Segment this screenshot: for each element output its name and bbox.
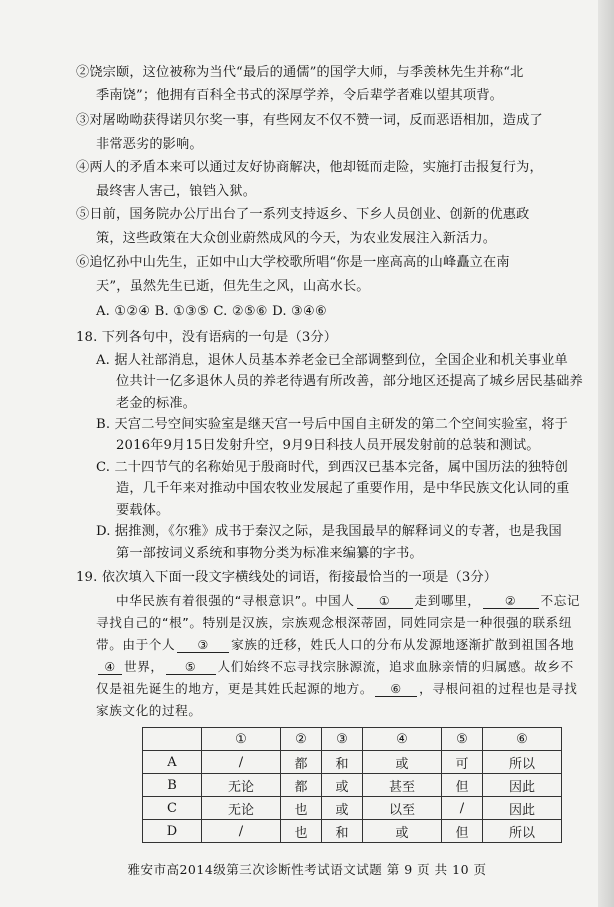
blank-5: ⑤ [166, 660, 216, 675]
item-4-line-2: 最终害人害己，锒铛入狱。 [96, 184, 257, 199]
item-3-line-1: ③对屠呦呦获得诺贝尔奖一事，有些网友不仅不赞一词，反而恶语相加，造成了 [76, 113, 543, 128]
q19-text: 带。由于个人 [96, 637, 176, 652]
table-cell: 但 [441, 774, 482, 797]
table-cell: 可 [441, 751, 482, 774]
table-cell: B [143, 774, 202, 797]
table-cell: A [143, 751, 202, 774]
q19-passage-line [116, 592, 580, 610]
q19-text: 中华民族有着很强的“寻根意识”。中国人 [116, 593, 355, 608]
q19-text: ，寻根问祖的过程也是寻找 [419, 681, 578, 696]
table-header-cell: ① [202, 728, 281, 751]
table-cell: 和 [321, 751, 362, 774]
scan-edge-shadow [598, 0, 614, 907]
q18-line: 老金的标准。 [116, 396, 197, 411]
q19-passage-line: 家族文化的过程。 [96, 703, 202, 718]
page-footer: 雅安市高2014级第三次诊断性考试语文试题 第 9 页 共 10 页 [127, 862, 487, 877]
table-cell: 但 [441, 820, 482, 843]
table-header-cell: ③ [321, 728, 362, 751]
table-row [143, 797, 562, 820]
table-cell: 都 [281, 774, 322, 797]
table-cell: 所以 [482, 751, 561, 774]
table-cell: 以至 [362, 797, 441, 820]
table-row [143, 751, 562, 774]
table-cell: / [441, 797, 482, 820]
table-cell: 或 [321, 797, 362, 820]
table-cell: 或 [362, 820, 441, 843]
blank-3: ③ [177, 638, 229, 653]
q17-options: A. ①②④ B. ①③⑤ C. ②⑤⑥ D. ③④⑥ [96, 304, 327, 319]
item-5-line-1: ⑤日前，国务院办公厅出台了一系列支持返乡、下乡人员创业、创新的优惠政 [76, 207, 530, 222]
q18-line: C. 二十四节气的名称始见于殷商时代，到西汉已基本完备，属中国历法的独特创 [96, 460, 568, 475]
q19-text: 走到哪里， [414, 593, 481, 608]
table-header-cell: ② [281, 728, 322, 751]
q19-stem: 19. 依次填入下面一段文字横线处的词语，衔接最恰当的一项是（3分） [76, 570, 498, 585]
q18-line: D. 据推测，《尔雅》成书于秦汉之际，是我国最早的解释词义的专著，也是我国 [96, 524, 562, 539]
q19-text: 世界， [124, 659, 164, 674]
q18-stem: 18. 下列各句中，没有语病的一句是（3分） [76, 330, 338, 345]
blank-6: ⑥ [375, 682, 417, 697]
table-header-cell: ⑤ [441, 728, 482, 751]
table-row [143, 774, 562, 797]
q19-passage-line: 寻找自己的“根”。特别是汉族，宗族观念根深蒂固，同姓同宗是一种很强的联系纽 [96, 615, 573, 630]
table-header-row [143, 728, 562, 751]
item-3-line-2: 非常恶劣的影响。 [96, 137, 203, 152]
blank-4: ④ [98, 660, 122, 675]
q18-line: 第一部按词义系统和事物分类为标准来编纂的字书。 [116, 546, 423, 561]
table-cell: 或 [362, 751, 441, 774]
q19-text: 人们始终不忘寻找宗脉源流，追求血脉亲情的归属感。故乡不 [217, 659, 574, 674]
item-6-line-2: 天”，虽然先生已逝，但先生之风，山高水长。 [96, 279, 370, 294]
table-header-cell: ⑥ [482, 728, 561, 751]
q18-line: B. 天宫二号空间实验室是继天宫一号后中国自主研发的第二个空间实验室，将于 [96, 417, 568, 432]
q18-line: 位共计一亿多退休人员的养老待遇有所改善，部分地区还提高了城乡居民基础养 [116, 374, 583, 389]
table-cell: 因此 [482, 774, 561, 797]
table-cell: 无论 [202, 797, 281, 820]
item-4-line-1: ④两人的矛盾本来可以通过友好协商解决，他却铤而走险，实施打击报复行为， [76, 160, 543, 175]
table-cell: 无论 [202, 774, 281, 797]
q19-passage-line [96, 658, 574, 676]
table-header-cell: ④ [362, 728, 441, 751]
item-5-line-2: 策，这些政策在大众创业蔚然成风的今天，为农业发展注入新活力。 [96, 231, 497, 246]
table-cell: C [143, 797, 202, 820]
table-cell: 也 [281, 820, 322, 843]
item-2-line-1: ②饶宗颐，这位被称为当代“最后的通儒”的国学大师，与季羡林先生并称“北 [76, 65, 524, 80]
table-cell: D [143, 820, 202, 843]
table-row [143, 820, 562, 843]
table-header-cell [143, 728, 202, 751]
q18-line: 2016年9月15日发射升空，9月9日科技人员开展发射前的总装和测试。 [116, 438, 540, 453]
table-cell: 因此 [482, 797, 561, 820]
blank-1: ① [357, 594, 413, 609]
table-cell: 都 [281, 751, 322, 774]
q19-text: 不忘记 [540, 593, 581, 608]
q19-passage-line [96, 636, 574, 654]
q18-line: 要载体。 [116, 503, 170, 518]
table-cell: 甚至 [362, 774, 441, 797]
q19-passage-line [96, 680, 577, 698]
item-2-line-2: 季南饶”；他拥有百科全书式的深厚学养，令后辈学者难以望其项背。 [96, 88, 504, 103]
table-cell: 和 [321, 820, 362, 843]
q18-line: A. 据人社部消息，退休人员基本养老金已全部调整到位，全国企业和机关事业单 [96, 353, 568, 368]
table-cell: / [202, 820, 281, 843]
q19-options-table [142, 727, 562, 843]
blank-2: ② [483, 594, 539, 609]
table-cell: / [202, 751, 281, 774]
q18-line: 造，几千年来对推动中国农牧业发展起了重要作用，是中华民族文化认同的重 [116, 481, 570, 496]
q19-text: 仅是祖先诞生的地方，更是其姓氏起源的地方。 [96, 681, 374, 696]
q19-text: 家族的迁移，姓氏人口的分布从发源地逐渐扩散到祖国各地 [231, 637, 575, 652]
item-6-line-1: ⑥追忆孙中山先生，正如中山大学校歌所唱“你是一座高高的山峰矗立在南 [76, 255, 510, 270]
table-cell: 也 [281, 797, 322, 820]
table-cell: 或 [321, 774, 362, 797]
table-cell: 所以 [482, 820, 561, 843]
